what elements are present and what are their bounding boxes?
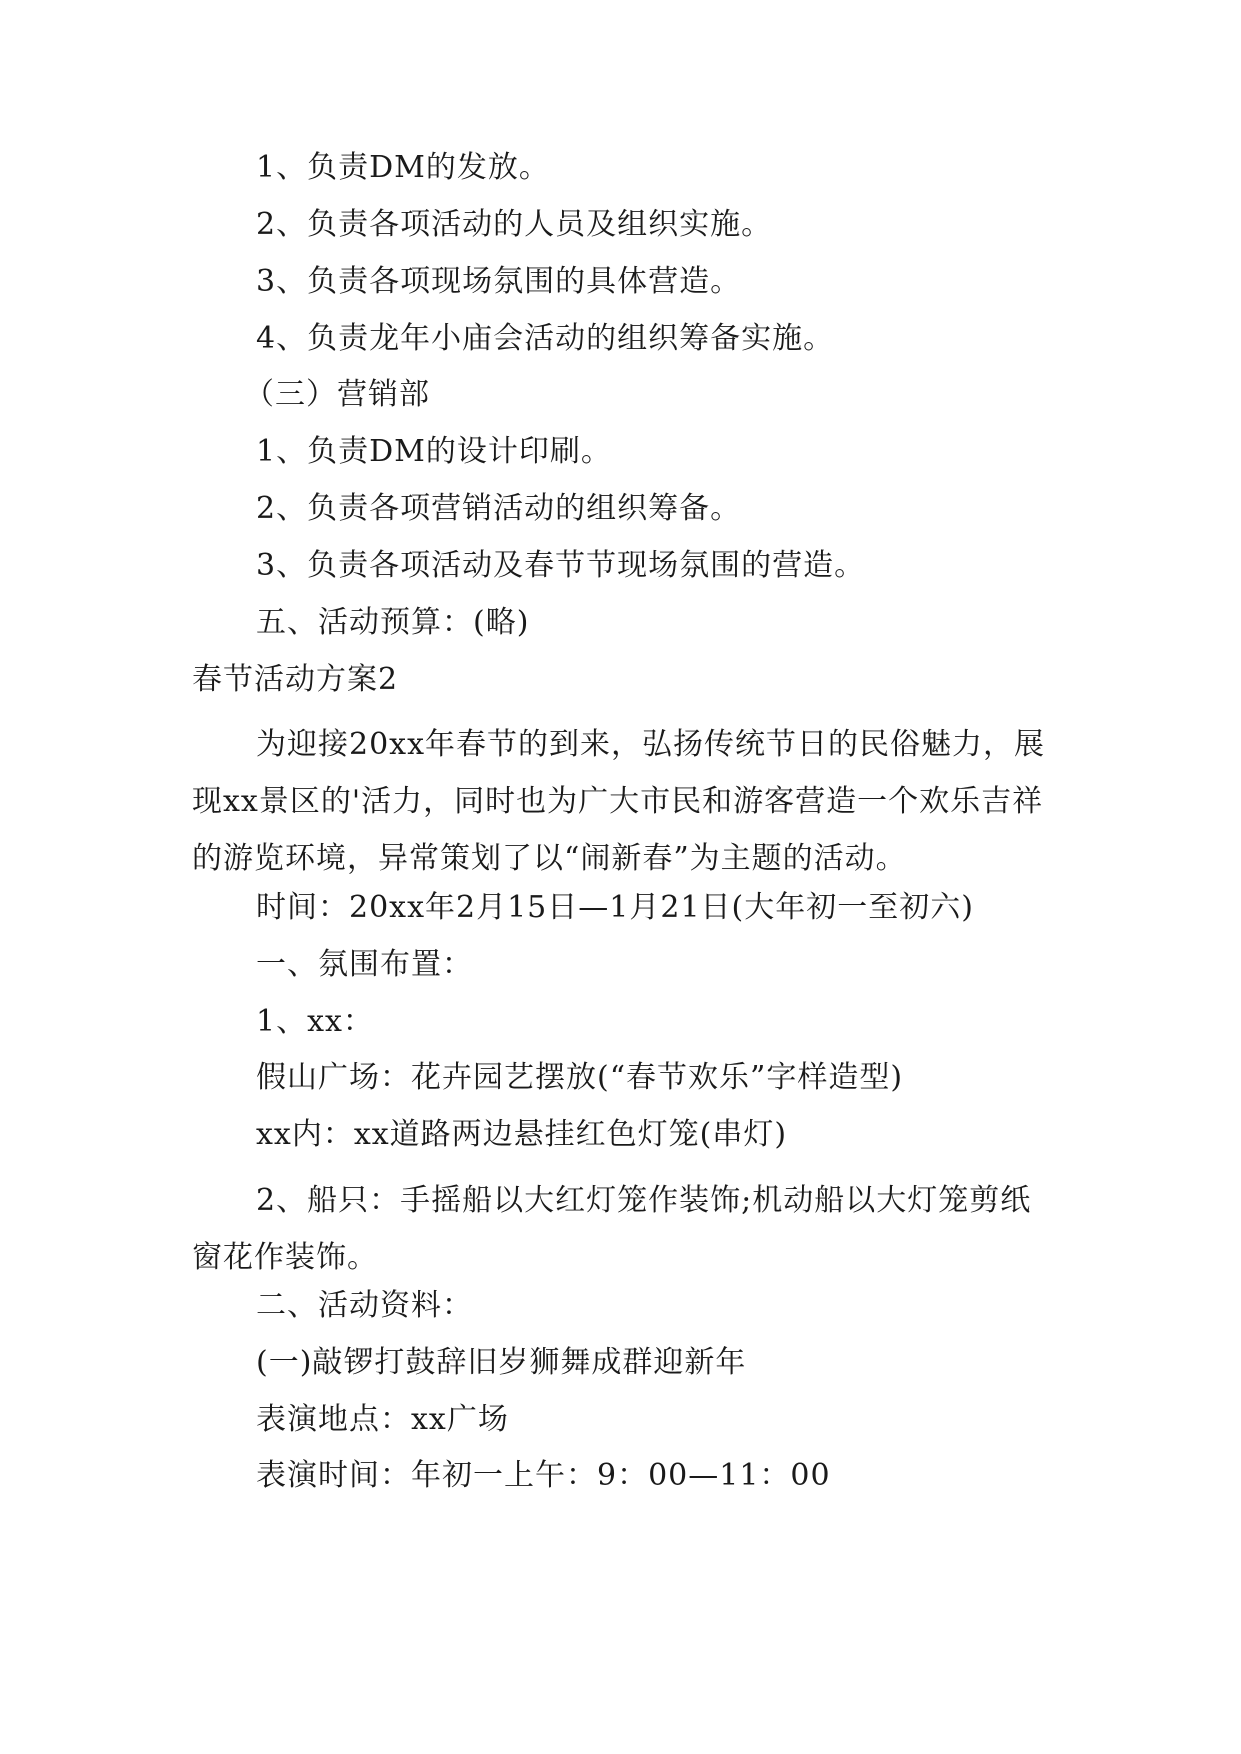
time-line: 时间：20xx年2月15日—1月21日(大年初一至初六) [256, 890, 974, 925]
atmosphere-heading: 一、氛围布置： [256, 947, 473, 982]
lantern-line: xx内：xx道路两边悬挂红色灯笼(串灯) [256, 1117, 788, 1152]
activity-1-title: (一)敲锣打鼓辞旧岁狮舞成群迎新年 [256, 1345, 747, 1380]
duty-item-3: 3、负责各项现场氛围的具体营造。 [256, 264, 742, 299]
marketing-item-3: 3、负责各项活动及春节节现场氛围的营造。 [256, 548, 866, 583]
document-title-2: 春节活动方案2 [192, 662, 399, 697]
duty-item-1: 1、负责DM的发放。 [256, 150, 550, 185]
activity-content-heading: 二、活动资料： [256, 1288, 473, 1323]
duty-item-4: 4、负责龙年小庙会活动的组织筹备实施。 [256, 321, 835, 356]
rockery-square-line: 假山广场：花卉园艺摆放(“春节欢乐”字样造型) [256, 1060, 904, 1095]
performance-time: 表演时间：年初一上午：9：00—11：00 [256, 1458, 831, 1493]
atmosphere-item-1: 1、xx： [256, 1004, 374, 1039]
marketing-item-1: 1、负责DM的设计印刷。 [256, 434, 612, 469]
marketing-item-2: 2、负责各项营销活动的组织筹备。 [256, 491, 742, 526]
intro-paragraph: 为迎接20xx年春节的到来，弘扬传统节日的民俗魅力，展现xx景区的'活力，同时也为广大市民和游客营造一个欢乐吉祥的游览环境，异常策划了以“闹新春”为主题的活动。 [192, 727, 1046, 876]
section-heading-marketing: （三）营销部 [244, 377, 430, 412]
performance-location: 表演地点：xx广场 [256, 1402, 509, 1437]
budget-heading: 五、活动预算：(略) [256, 605, 530, 640]
duty-item-2: 2、负责各项活动的人员及组织实施。 [256, 207, 773, 242]
boats-paragraph: 2、船只：手摇船以大红灯笼作装饰;机动船以大灯笼剪纸窗花作装饰。 [192, 1183, 1032, 1275]
